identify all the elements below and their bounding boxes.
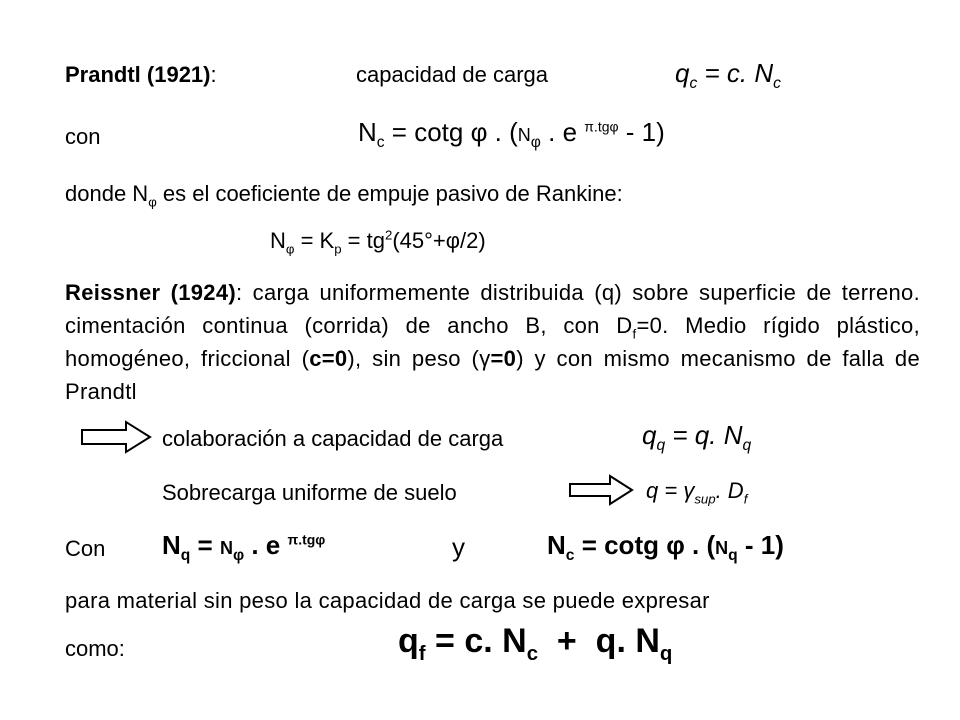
qq-formula: $q_q = q$. $N_q$ [642, 420, 752, 455]
y-connector: y [452, 532, 465, 562]
prandtl-text [356, 62, 548, 88]
nq-formula: $N_q = N_\varphi$ . e $^{\pi.tg\varphi}$ [162, 530, 326, 565]
prandtl-desc: capacidad de carga [356, 62, 549, 87]
donde-line: donde $N_\varphi$ es el coeficiente de empuje pasivo de Rankine: [65, 181, 623, 210]
sobrecarga-line: Sobrecarga uniforme de suelo [162, 480, 457, 505]
arrow-right-icon [80, 420, 154, 454]
nc-formula: $N_c = \cot g$ φ . ($N_\varphi$ . e $^{\pi.tg\varphi}$ - 1) [358, 117, 665, 152]
reissner-paragraph: Reissner (1924): carga uniformemente distribuida (q) sobre superficie de terreno. cimentación continua (corrida) de ancho B, con $D_f=0$. Medio rígido plástico, homogéneo, friccional (c=0), sin peso (γ=0) y con mismo mecanismo de falla de Prandtl [65, 280, 920, 404]
con-label: con [65, 124, 101, 149]
con-nq-label: Con [65, 536, 106, 561]
final-paragraph: para material sin peso la capacidad de carga se puede expresar [65, 588, 710, 613]
como-label: como: [65, 636, 125, 661]
nc-nq-formula: $N_c = \cot g$ φ . $(N_q - 1)$ [547, 530, 784, 565]
nphi-formula: $N_\varphi = K_p = tg^2(45^\circ+\varphi/2)$ [270, 227, 486, 257]
reissner-author: Reissner (1924) [65, 280, 236, 305]
qf-formula: $q_f = c$. $N_c + q$. $N_q$ [398, 622, 673, 665]
q-sup-formula: $q = \gamma_{sup}$. $D_f$ [646, 478, 748, 507]
arrow-right-icon [568, 474, 636, 506]
prandtl-line [65, 62, 217, 88]
prandtl-author: Prandtl (1921) [65, 62, 211, 87]
prandtl-colon: : [210, 62, 217, 87]
colab-line: colaboración a capacidad de carga [162, 426, 504, 451]
qc-formula: $q_c = c$. $N_c$ [675, 58, 781, 93]
